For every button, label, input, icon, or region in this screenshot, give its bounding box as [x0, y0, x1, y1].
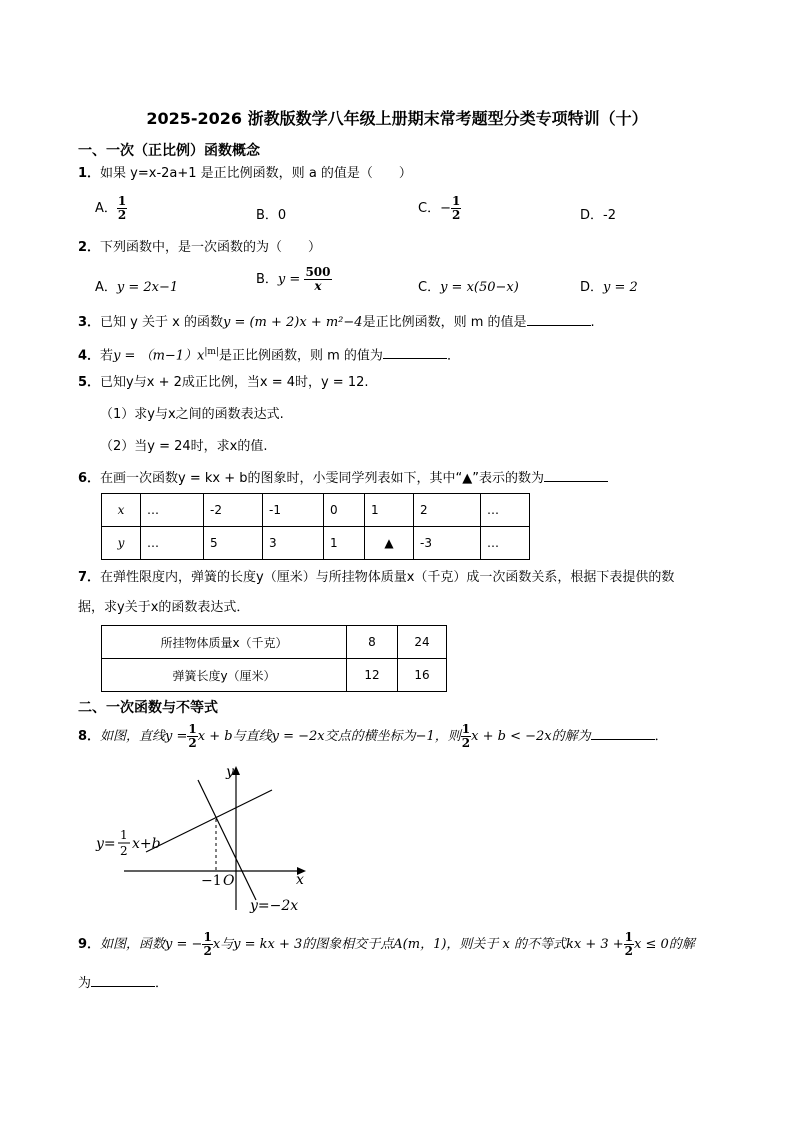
question-number: 4． [78, 348, 101, 364]
option-expression: y = 2 [603, 280, 638, 295]
option-expression: y = [277, 272, 301, 287]
table-cell: -2 [204, 494, 263, 527]
denominator: 2 [117, 208, 127, 222]
question-number: 7． [78, 570, 101, 585]
question-7 [78, 569, 674, 587]
option-label: A． [95, 280, 117, 295]
option-label: C．− [418, 201, 451, 216]
option-a [95, 276, 178, 295]
question-text: x + b与直线y = −2x交点的横坐标为−1，则 [197, 729, 461, 744]
fraction [202, 931, 212, 958]
punctuation: ． [446, 348, 460, 364]
answer-blank[interactable] [544, 467, 608, 482]
question-number: 6． [78, 471, 101, 486]
question-7-continued: 据，求y关于x的函数表达式． [78, 600, 250, 615]
denominator: 2 [451, 208, 461, 222]
question-stem: 下列函数中，是一次函数的为（ ） [100, 240, 322, 255]
question-text: x与y = kx + 3的图象相交于点A(m，1)，则关于 x 的不等式kx + 3 + [212, 937, 624, 952]
origin-label: O [223, 873, 235, 889]
question-9 [78, 928, 695, 962]
option-d: D．-2 [580, 208, 616, 223]
question-number: 1． [78, 166, 101, 181]
table-row [102, 659, 447, 692]
fraction [461, 723, 471, 750]
question-number: 9． [78, 937, 101, 952]
exponent: |m| [204, 347, 219, 357]
table-cell: 0 [324, 494, 365, 527]
table-cell: -1 [263, 494, 324, 527]
punctuation: ． [155, 976, 169, 991]
table-cell: 16 [398, 659, 447, 692]
line-graph-figure [90, 760, 320, 915]
question-1 [78, 165, 412, 183]
question-text: 为 [78, 976, 92, 991]
numerator: 1 [203, 930, 212, 944]
numerator: 1 [624, 930, 634, 944]
math-expression: y = （m−1）x [113, 348, 205, 364]
punctuation: ． [654, 729, 668, 744]
option-expression: y = 2x−1 [116, 280, 179, 295]
denominator: 2 [624, 944, 634, 958]
question-text: 是正比例函数，则 m 的值为 [219, 348, 383, 364]
option-label: D． [580, 280, 604, 295]
question-number: 5． [78, 375, 101, 390]
table-cell: -3 [414, 527, 481, 560]
table-cell: 1 [324, 527, 365, 560]
answer-blank[interactable] [591, 725, 655, 740]
question-4 [78, 343, 460, 365]
section-heading-1: 一、一次（正比例）函数概念 [78, 143, 260, 159]
table-cell: 8 [347, 626, 398, 659]
question-9-continued [78, 972, 168, 993]
fraction [304, 266, 331, 293]
question-2 [78, 239, 321, 257]
option-label: A． [95, 201, 117, 216]
question-text: 是正比例函数，则 m 的值是 [362, 315, 527, 330]
denominator: 2 [461, 736, 471, 750]
line1-label-rest: x+b [132, 836, 161, 852]
table-cell: x [102, 494, 141, 527]
section-heading-2: 二、一次函数与不等式 [78, 700, 218, 716]
question-text: 在弹性限度内，弹簧的长度y（厘米）与所挂物体质量x（千克）成一次函数关系，根据下表提供的数 [100, 570, 675, 585]
question-stem: 如果 y=x-2a+1 是正比例函数，则 a 的值是（ ） [100, 166, 412, 181]
table-cell: 24 [398, 626, 447, 659]
answer-blank[interactable] [91, 972, 155, 987]
table-cell: 1 [365, 494, 414, 527]
fraction [117, 195, 127, 222]
question-text: x + b < −2x的解为 [471, 729, 591, 744]
fraction [451, 195, 461, 222]
table-row [102, 494, 530, 527]
table-cell: 2 [414, 494, 481, 527]
numerator: 1 [451, 194, 461, 208]
sub-question-2: （2）当y = 24时，求x的值. [100, 439, 268, 454]
question-3 [78, 311, 595, 332]
table-cell: … [141, 494, 204, 527]
table-cell: … [481, 494, 530, 527]
denominator: 2 [188, 736, 197, 750]
line1-denominator: 2 [120, 844, 128, 858]
table-cell: y [102, 527, 141, 560]
line-y-half-x-plus-b [146, 790, 272, 852]
line1-label: y= [96, 836, 116, 852]
question-6 [78, 467, 608, 488]
numerator: 1 [461, 722, 471, 736]
question-text: 如图，函数y = − [100, 937, 203, 952]
numerator: 1 [117, 194, 127, 208]
option-d [580, 276, 638, 295]
question-text: 若 [100, 348, 114, 364]
sub-question-1: （1）求y与x之间的函数表达式. [100, 407, 284, 422]
table-cell: 弹簧长度y（厘米） [102, 659, 347, 692]
denominator: x [314, 279, 322, 293]
question-number: 8． [78, 729, 101, 744]
table-cell: … [481, 527, 530, 560]
question-8 [78, 720, 668, 754]
question-text: 已知y与x + 2成正比例，当x = 4时，y = 12. [100, 375, 369, 390]
option-c [418, 195, 461, 222]
question-text: 如图，直线y = [100, 729, 188, 744]
option-label: B． [256, 272, 278, 287]
table-row [102, 527, 530, 560]
line1-numerator: 1 [120, 828, 128, 842]
denominator: 2 [203, 944, 212, 958]
table-cell: 5 [204, 527, 263, 560]
numerator: 1 [188, 722, 197, 736]
numerator: 500 [305, 265, 331, 279]
option-c [418, 276, 519, 295]
x-axis-label: x [296, 872, 304, 888]
question-text: 已知 y 关于 x 的函数 [100, 315, 223, 330]
tick-label: −1 [201, 873, 222, 889]
option-label: C． [418, 280, 441, 295]
table-cell: 12 [347, 659, 398, 692]
question-text: 在画一次函数y = kx + b的图象时，小雯同学列表如下，其中“▲”表示的数为 [100, 471, 544, 486]
option-expression: y = x(50−x) [440, 280, 519, 295]
line2-label: y=−2x [250, 898, 299, 914]
option-a [95, 195, 127, 222]
spring-table [101, 625, 447, 692]
value-table [101, 493, 530, 560]
fraction [624, 931, 634, 958]
table-cell: 所挂物体质量x（千克） [102, 626, 347, 659]
option-b: B．0 [256, 208, 287, 223]
option-b [256, 266, 332, 293]
answer-blank[interactable] [383, 344, 447, 359]
math-expression: y = (m + 2)x + m²−4 [222, 315, 363, 330]
question-text: x ≤ 0的解 [634, 937, 695, 952]
table-cell: 3 [263, 527, 324, 560]
question-number: 2． [78, 240, 101, 255]
y-axis-label: y [226, 764, 234, 780]
table-cell: ▲ [365, 527, 414, 560]
fraction [187, 723, 197, 750]
page-title: 2025-2026 浙教版数学八年级上册期末常考题型分类专项特训（十） [146, 109, 648, 128]
punctuation: . [590, 315, 595, 330]
table-row [102, 626, 447, 659]
answer-blank[interactable] [527, 311, 591, 326]
table-cell: … [141, 527, 204, 560]
question-number: 3． [78, 315, 101, 330]
question-5 [78, 374, 369, 392]
